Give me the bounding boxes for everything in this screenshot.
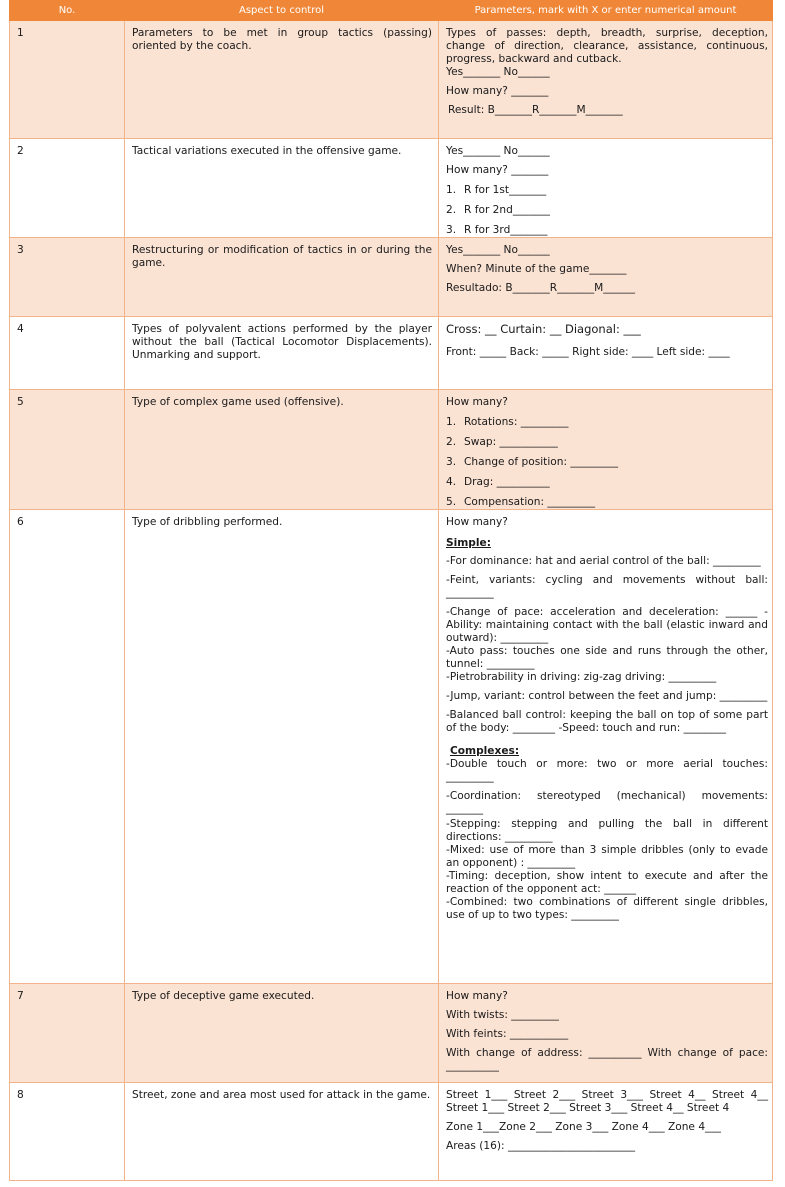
change-field[interactable]: With change of address: __________ With change of pace: __________ <box>446 1047 768 1072</box>
aspect-text: Street, zone and area most used for attack in the game. <box>125 1083 439 1181</box>
list-number: 3. <box>446 224 457 236</box>
parameters-cell <box>439 238 773 317</box>
aspect-text: Type of complex game used (offensive). <box>125 390 439 510</box>
complexes-heading: Complexes: <box>450 745 520 757</box>
list-text: R for 3rd_______ <box>464 224 548 236</box>
list-text: Rotations: _________ <box>464 416 569 428</box>
list-number: 3. <box>446 456 457 468</box>
list-number: 1. <box>446 184 457 196</box>
parameters-cell <box>439 317 773 390</box>
dribble-field[interactable]: -Feint, variants: cycling and movements without ball: _________ <box>446 574 768 599</box>
parameters-cell <box>439 390 773 510</box>
aspect-text: Parameters to be met in group tactics (passing) oriented by the coach. <box>125 21 439 139</box>
list-text: Swap: ___________ <box>464 436 558 448</box>
areas-field[interactable]: Areas (16): ________________________ <box>446 1140 636 1152</box>
how-many-label: How many? <box>446 396 508 408</box>
yes-no-field[interactable]: Yes_______ No______ <box>446 244 550 256</box>
dribble-field[interactable]: -Coordination: stereotyped (mechanical) movements: _______ <box>446 790 768 815</box>
row-number: 2 <box>10 139 125 238</box>
how-many-label: How many? <box>446 990 508 1002</box>
parameters-cell <box>439 21 773 139</box>
list-item[interactable] <box>446 204 768 217</box>
dribble-field[interactable]: -Combined: two combinations of different single dribbles, use of up to two types: _________ <box>446 896 768 921</box>
list-number: 4. <box>446 476 457 488</box>
dribble-field[interactable]: -Pietrobrability in driving: zig-zag driving: _________ <box>446 671 717 683</box>
aspect-text: Type of dribbling performed. <box>125 510 439 984</box>
row-number: 1 <box>10 21 125 139</box>
header-aspect: Aspect to control <box>125 1 439 21</box>
row-number: 4 <box>10 317 125 390</box>
param-line: Types of passes: depth, breadth, surprise, deception, change of direction, clearance, assistance, continuous, progress, backward and cutback. <box>446 27 768 65</box>
table-header-row <box>10 1 773 21</box>
dribble-field[interactable]: -Balanced ball control: keeping the ball on top of some part of the body: ________ -Speed: touch and run: ________ <box>446 709 768 734</box>
dribble-field[interactable]: -Auto pass: touches one side and runs through the other, tunnel: _________ <box>446 645 768 670</box>
parameters-cell <box>439 510 773 984</box>
result-field[interactable]: Resultado: B_______R_______M______ <box>446 282 636 294</box>
dribble-field[interactable]: -Jump, variant: control between the feet and jump: _________ <box>446 690 768 702</box>
table-row <box>10 139 773 238</box>
aspect-text: Tactical variations executed in the offensive game. <box>125 139 439 238</box>
row-number: 8 <box>10 1083 125 1181</box>
dribble-field[interactable]: -Double touch or more: two or more aerial touches: _________ <box>446 758 768 783</box>
street-fields[interactable]: Street 1___ Street 2___ Street 3___ Street 4__ Street 4__ Street 1___ Street 2___ Street 3___ Street 4__ Street 4 <box>446 1089 768 1114</box>
simple-heading: Simple: <box>446 537 491 549</box>
dribble-field[interactable]: -Timing: deception, show intent to execute and after the reaction of the opponent act: ______ <box>446 870 768 895</box>
displacement-fields[interactable]: Cross: __ Curtain: __ Diagonal: ___ <box>446 322 641 336</box>
yes-no-field[interactable]: Yes_______ No______ <box>446 145 550 157</box>
parameters-cell <box>439 984 773 1083</box>
when-field[interactable]: When? Minute of the game_______ <box>446 263 627 275</box>
list-item[interactable] <box>446 416 768 429</box>
dribble-field[interactable]: -Change of pace: acceleration and deceleration: ______ -Ability: maintaining contact with the ball (elastic inward and outward): _________ <box>446 606 768 644</box>
header-no: No. <box>10 1 125 21</box>
parameters-cell <box>439 139 773 238</box>
list-item[interactable] <box>446 496 768 509</box>
table-row <box>10 21 773 139</box>
table-row <box>10 510 773 984</box>
table-row <box>10 390 773 510</box>
row-number: 7 <box>10 984 125 1083</box>
list-text: Drag: __________ <box>464 476 550 488</box>
control-table <box>9 0 773 1181</box>
dribble-field[interactable]: -Mixed: use of more than 3 simple dribbles (only to evade an opponent) : _________ <box>446 844 768 869</box>
table-row <box>10 1083 773 1181</box>
list-item[interactable] <box>446 476 768 489</box>
how-many-label: How many? <box>446 516 508 528</box>
list-number: 1. <box>446 416 457 428</box>
how-many-field[interactable]: How many? _______ <box>446 85 549 97</box>
list-item[interactable] <box>446 224 768 237</box>
parameters-cell <box>439 1083 773 1181</box>
row-number: 5 <box>10 390 125 510</box>
header-parameters: Parameters, mark with X or enter numerical amount <box>439 1 773 21</box>
list-text: R for 1st_______ <box>464 184 547 196</box>
aspect-text: Types of polyvalent actions performed by the player without the ball (Tactical Locomotor Displacements). Unmarking and support. <box>125 317 439 390</box>
feints-field[interactable]: With feints: ___________ <box>446 1028 569 1040</box>
table-row <box>10 984 773 1083</box>
list-item[interactable] <box>446 456 768 469</box>
yes-no-field[interactable]: Yes_______ No______ <box>446 66 550 78</box>
list-number: 2. <box>446 436 457 448</box>
list-number: 2. <box>446 204 457 216</box>
aspect-text: Type of deceptive game executed. <box>125 984 439 1083</box>
direction-fields[interactable]: Front: _____ Back: _____ Right side: ____ Left side: ____ <box>446 346 730 358</box>
table-row <box>10 317 773 390</box>
table-row <box>10 238 773 317</box>
how-many-field[interactable]: How many? _______ <box>446 164 549 176</box>
list-number: 5. <box>446 496 457 508</box>
aspect-text: Restructuring or modification of tactics in or during the game. <box>125 238 439 317</box>
dribble-field[interactable]: -For dominance: hat and aerial control of the ball: _________ <box>446 555 761 567</box>
result-field[interactable]: Result: B_______R_______M_______ <box>448 104 623 116</box>
row-number: 3 <box>10 238 125 317</box>
list-item[interactable] <box>446 436 768 449</box>
twists-field[interactable]: With twists: _________ <box>446 1009 559 1021</box>
list-text: Compensation: _________ <box>464 496 596 508</box>
list-item[interactable] <box>446 184 768 197</box>
row-number: 6 <box>10 510 125 984</box>
evaluation-form <box>9 0 772 1181</box>
list-text: Change of position: _________ <box>464 456 619 468</box>
zone-fields[interactable]: Zone 1___Zone 2___ Zone 3___ Zone 4___ Zone 4___ <box>446 1121 721 1133</box>
dribble-field[interactable]: -Stepping: stepping and pulling the ball in different directions: _________ <box>446 818 768 843</box>
list-text: R for 2nd_______ <box>464 204 550 216</box>
